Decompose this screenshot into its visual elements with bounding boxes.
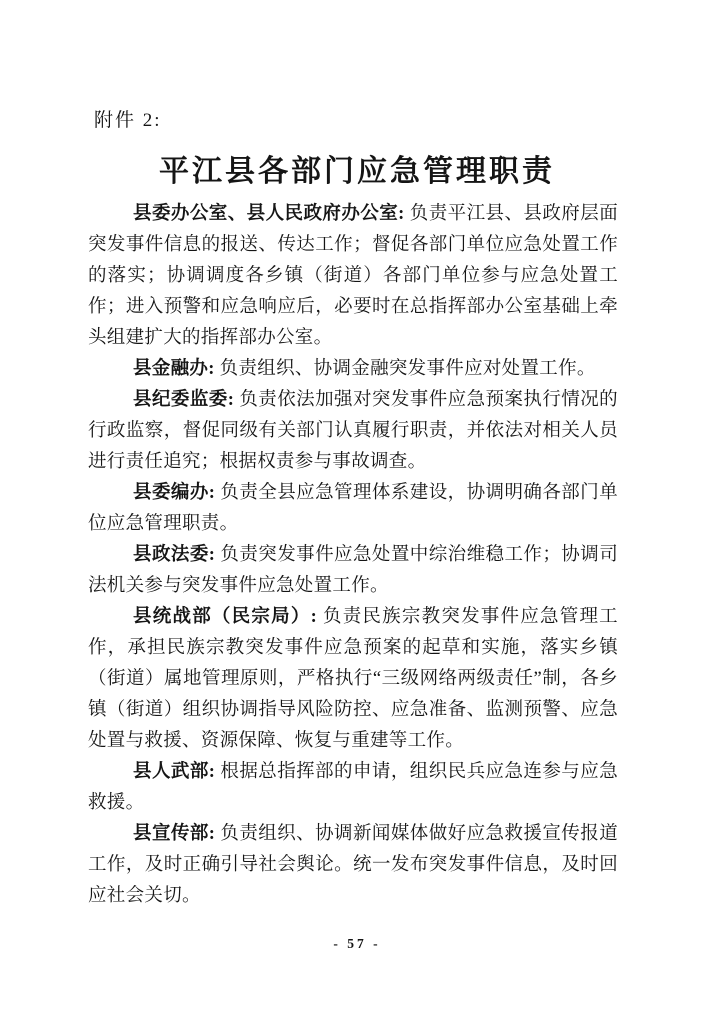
department-name: 县金融办:: [133, 359, 215, 379]
paragraph-text: 负责组织、协调金融突发事件应对处置工作。: [219, 359, 596, 379]
document-body: [88, 199, 618, 912]
department-name: 县人武部:: [133, 762, 216, 782]
paragraph-text: 负责组织、协调新闻媒体做好应急救援宣传报道工作，及时正确引导社会舆论。统一发布突发事件信息，及时回应社会关切。: [88, 824, 618, 906]
paragraph: [88, 540, 618, 602]
department-name: 县统战部（民宗局）:: [133, 607, 318, 627]
attachment-label: 附件 2:: [94, 110, 162, 131]
paragraph: [88, 385, 618, 478]
paragraph-text: 负责突发事件应急处置中综治维稳工作；协调司法机关参与突发事件应急处置工作。: [88, 545, 618, 596]
paragraph-text: 负责全县应急管理体系建设，协调明确各部门单位应急管理职责。: [88, 483, 618, 534]
paragraph: [88, 199, 618, 354]
paragraph-text: 负责依法加强对突发事件应急预案执行情况的行政监察，督促同级有关部门认真履行职责，并依法对相关人员进行责任追究；根据权责参与事故调查。: [88, 390, 618, 472]
paragraph-text: 负责民族宗教突发事件应急管理工作，承担民族宗教突发事件应急预案的起草和实施，落实乡镇（街道）属地管理原则，严格执行“三级网络两级责任”制，各乡镇（街道）组织协调指导风险防控、应急准备、监测预警、应急处置与救援、资源保障、恢复与重建等工作。: [88, 607, 618, 751]
department-name: 县政法委:: [133, 545, 216, 565]
paragraph: [88, 602, 618, 757]
paragraph: [88, 819, 618, 912]
department-name: 县纪委监委:: [133, 390, 235, 410]
paragraph-text: 负责平江县、县政府层面突发事件信息的报送、传达工作；督促各部门单位应急处置工作的落实；协调调度各乡镇（街道）各部门单位参与应急处置工作；进入预警和应急响应后，必要时在总指挥部办公室基础上牵头组建扩大的指挥部办公室。: [88, 204, 618, 348]
paragraph: [88, 478, 618, 540]
department-name: 县宣传部:: [133, 824, 216, 844]
department-name: 县委编办:: [133, 483, 216, 503]
paragraph: [88, 354, 618, 385]
paragraph-text: 根据总指挥部的申请，组织民兵应急连参与应急救援。: [88, 762, 618, 813]
page-number: - 57 -: [333, 936, 381, 951]
page-title: 平江县各部门应急管理职责: [159, 155, 555, 188]
department-name: 县委办公室、县人民政府办公室:: [133, 204, 405, 224]
paragraph: [88, 757, 618, 819]
